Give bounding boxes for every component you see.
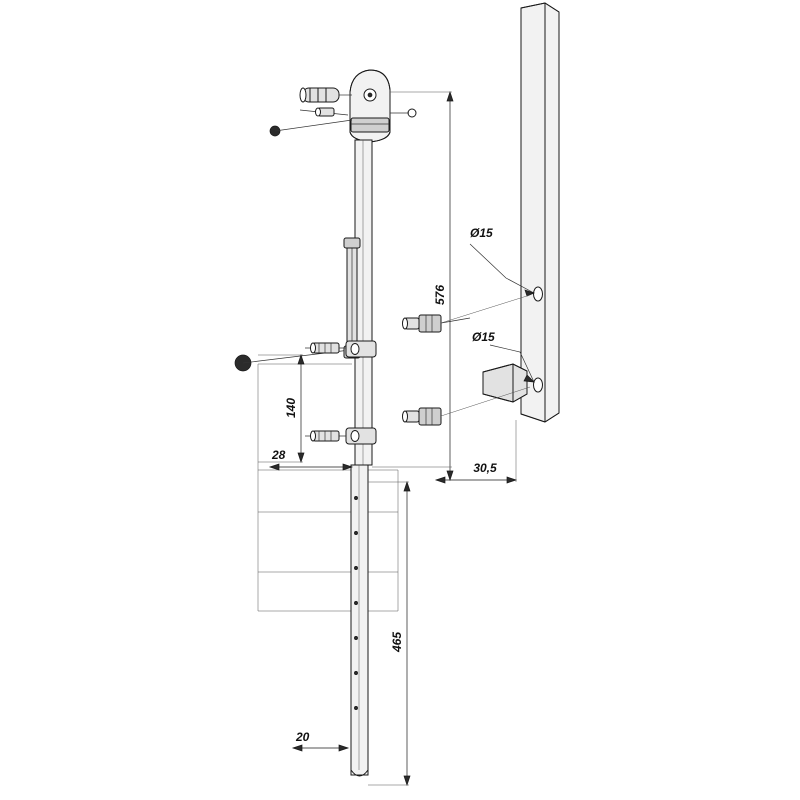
drop-bolt-rod-lower (351, 465, 368, 776)
dimension-20 (293, 730, 348, 751)
callout-diameter-upper-label: Ø15 (470, 226, 493, 240)
dimension-30-5-label: 30,5 (473, 461, 497, 475)
drop-bolt-rod-upper (355, 140, 372, 465)
gate-post (521, 3, 559, 422)
fixing-screw-left-lower (305, 431, 346, 441)
dimension-28-label: 28 (272, 448, 286, 462)
gate-panel-construction (258, 364, 398, 611)
dimension-28 (270, 448, 352, 470)
head-fixing-screw-left (300, 108, 348, 116)
dimension-465-label: 465 (390, 631, 404, 653)
floor-keep (483, 364, 527, 402)
dimension-140 (258, 355, 304, 462)
leader-pointers (235, 109, 416, 371)
dimension-465 (368, 482, 410, 785)
rod-fixing-bracket-lower (346, 428, 376, 444)
callout-diameter-lower-label: Ø15 (472, 330, 495, 344)
bolt-head-housing (350, 70, 390, 142)
dimension-140-label: 140 (284, 397, 298, 419)
dimension-576-label: 576 (433, 284, 447, 306)
anchor-bolt-lower (403, 408, 442, 425)
lever-handle (300, 88, 352, 102)
anchor-bolt-upper (403, 315, 471, 332)
dimension-20-label: 20 (296, 730, 310, 744)
rod-fixing-bracket-upper (346, 341, 376, 357)
